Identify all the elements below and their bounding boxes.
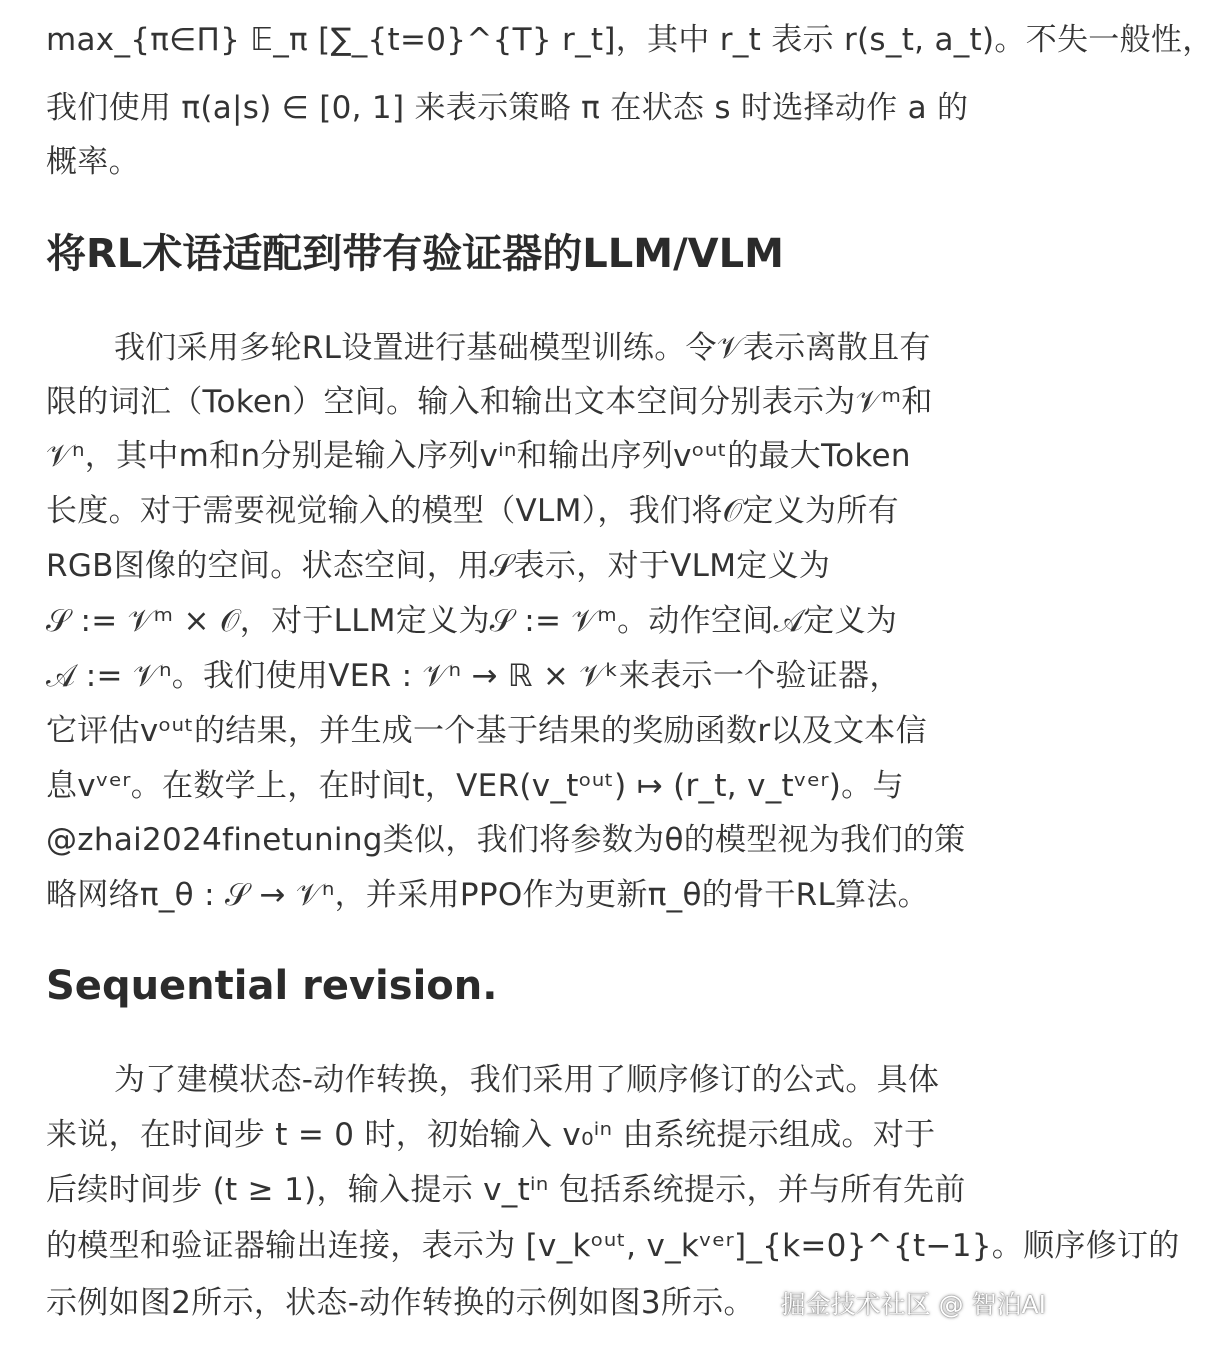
section1-line-6: 𝒮 := 𝒱ᵐ × 𝒪，对于LLM定义为𝒮 := 𝒱ᵐ。动作空间𝒜定义为	[46, 603, 898, 639]
watermark: 掘金技术社区 @ 智泊AI	[780, 1290, 1046, 1319]
section1-line-1: 我们采用多轮RL设置进行基础模型训练。令𝒱表示离散且有	[114, 330, 931, 366]
section1-line-5: RGB图像的空间。状态空间，用𝒮表示，对于VLM定义为	[46, 548, 831, 584]
section2-line-1: 为了建模状态-动作转换，我们采用了顺序修订的公式。具体	[114, 1062, 940, 1098]
section2-line-3: 后续时间步 (t ≥ 1)，输入提示 v_tⁱⁿ 包括系统提示，并与所有先前	[46, 1172, 966, 1208]
section1-line-10: @zhai2024finetuning类似，我们将参数为θ的模型视为我们的策	[46, 822, 966, 858]
paragraph-intro-line-3: 概率。	[46, 144, 140, 180]
section2-line-4: 的模型和验证器输出连接，表示为 [v_kᵒᵘᵗ, v_kᵛᵉʳ]_{k=0}^{t−1}。顺序修订的	[46, 1228, 1180, 1264]
section1-line-2: 限的词汇（Token）空间。输入和输出文本空间分别表示为𝒱ᵐ和	[46, 384, 933, 420]
paragraph-intro-line-2: 我们使用 π(a|s) ∈ [0, 1] 来表示策略 π 在状态 s 时选择动作 a 的	[46, 90, 969, 126]
section-heading-rl-terms: 将RL术语适配到带有验证器的LLM/VLM	[46, 231, 784, 277]
section1-line-8: 它评估vᵒᵘᵗ的结果，并生成一个基于结果的奖励函数r以及文本信	[46, 713, 927, 749]
section2-line-5: 示例如图2所示，状态-动作转换的示例如图3所示。	[46, 1285, 755, 1321]
paragraph-intro-line-1: max_{π∈Π} 𝔼_π [∑_{t=0}^{T} r_t]，其中 r_t 表示 r(s_t, a_t)。不失一般性，	[46, 22, 1214, 58]
section-heading-sequential-revision: Sequential revision.	[46, 963, 498, 1009]
section1-line-11: 略网络π_θ : 𝒮 → 𝒱ⁿ，并采用PPO作为更新π_θ的骨干RL算法。	[46, 877, 929, 913]
section2-line-2: 来说，在时间步 t = 0 时，初始输入 v₀ⁱⁿ 由系统提示组成。对于	[46, 1117, 936, 1153]
section1-line-7: 𝒜 := 𝒱ⁿ。我们使用VER : 𝒱ⁿ → ℝ × 𝒱ᵏ来表示一个验证器，	[46, 658, 901, 694]
section1-line-9: 息vᵛᵉʳ。在数学上，在时间t，VER(v_tᵒᵘᵗ) ↦ (r_t, v_tᵛᵉʳ)。与	[46, 768, 904, 804]
section1-line-4: 长度。对于需要视觉输入的模型（VLM），我们将𝒪定义为所有	[46, 493, 899, 529]
section1-line-3: 𝒱ⁿ，其中m和n分别是输入序列vⁱⁿ和输出序列vᵒᵘᵗ的最大Token	[46, 438, 911, 474]
